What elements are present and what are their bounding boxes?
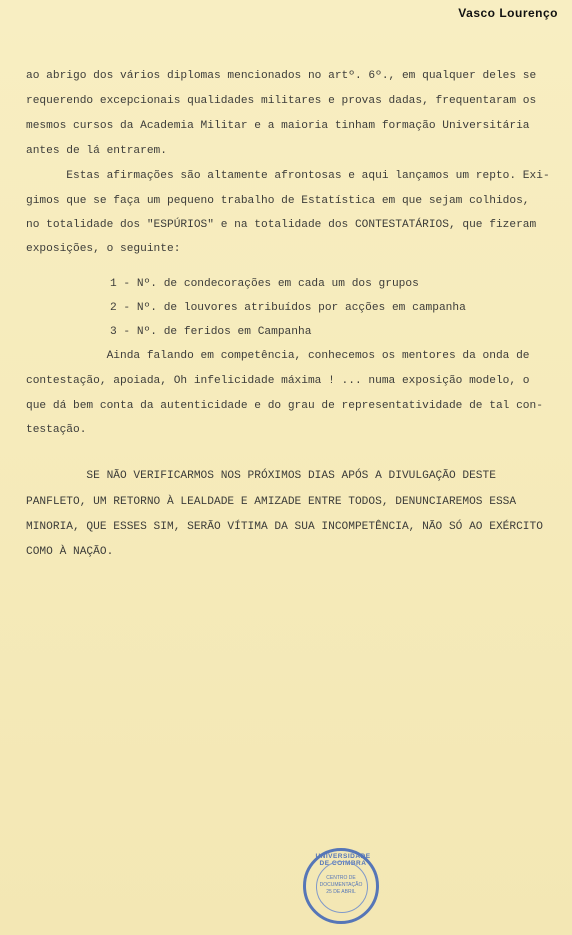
body-line: requerendo excepcionais qualidades militares e provas dadas, frequentaram os (26, 95, 537, 107)
body-line: Ainda falando em competência, conhecemos os mentores da onda de (26, 350, 530, 362)
body-line: Estas afirmações são altamente afrontosas e aqui lançamos um repto. Exi- (26, 170, 550, 182)
stamp-ring-text: UNIVERSIDADE DE COIMBRA (315, 853, 371, 867)
stamp-line: CENTRO DE (326, 875, 356, 881)
author-name: Vasco Lourenço (458, 6, 558, 20)
caps-line: PANFLETO, UM RETORNO À LEALDADE E AMIZADE ENTRE TODOS, DENUNCIAREMOS ESSA (26, 496, 517, 508)
stamp-line: DOCUMENTAÇÃO (319, 882, 363, 888)
list-item: 3 - Nº. de feridos em Campanha (110, 326, 312, 338)
body-line: exposições, o seguinte: (26, 243, 181, 255)
body-line: ao abrigo dos vários diplomas mencionados no artº. 6º., em qualquer deles se (26, 70, 537, 82)
list-item: 1 - Nº. de condecorações em cada um dos grupos (110, 278, 419, 290)
body-line: testação. (26, 424, 87, 436)
list-item: 2 - Nº. de louvores atribuídos por acções em campanha (110, 302, 466, 314)
body-line: contestação, apoiada, Oh infelicidade máxima ! ... numa exposição modelo, o (26, 375, 530, 387)
caps-line: MINORIA, QUE ESSES SIM, SERÃO VÍTIMA DA SUA INCOMPETÊNCIA, NÃO SÓ AO EXÉRCITO (26, 521, 543, 533)
caps-line: SE NÃO VERIFICARMOS NOS PRÓXIMOS DIAS APÓS A DIVULGAÇÃO DESTE (26, 470, 496, 482)
caps-line: COMO À NAÇÃO. (26, 546, 114, 558)
stamp-line: 25 DE ABRIL (326, 889, 356, 895)
body-line: antes de lá entrarem. (26, 145, 167, 157)
archive-stamp (303, 848, 379, 924)
body-line: que dá bem conta da autenticidade e do grau de representatividade de tal con- (26, 400, 543, 412)
stamp-center-text (316, 875, 366, 896)
body-line: no totalidade dos "ESPÚRIOS" e na totalidade dos CONTESTATÁRIOS, que fizeram (26, 219, 537, 231)
body-line: mesmos cursos da Academia Militar e a maioria tinham formação Universitária (26, 120, 530, 132)
body-line: gimos que se faça um pequeno trabalho de Estatística em que sejam colhidos, (26, 195, 530, 207)
